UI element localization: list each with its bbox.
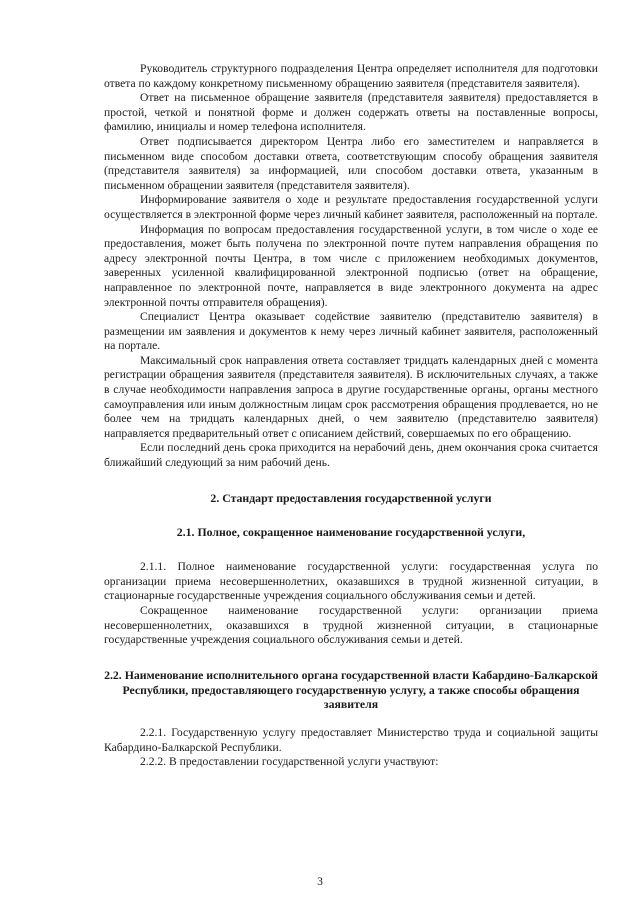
paragraph: Ответ на письменное обращение заявителя (представителя заявителя) предоставляется в простой, четкой и понятной форме и должен содержать ответы на поставленные вопросы, фамилию, инициалы и номер телефона исполнителя.	[104, 91, 598, 134]
paragraph: Сокращенное наименование государственной услуги: организации приема несовершеннолетних, оказавшихся в трудной жизненной ситуации, в стационарные государственные учреждения социального обслуживания семьи и детей.	[104, 604, 598, 647]
paragraph: Ответ подписывается директором Центра либо его заместителем и направляется в письменном виде способом доставки ответа, соответствующим способу обращения заявителя (представителя заявителя) за информацией, или способом доставки ответа, указанным в письменном обращении заявителя (представителя заявителя).	[104, 134, 598, 192]
paragraph: Максимальный срок направления ответа составляет тридцать календарных дней с момента регистрации обращения заявителя (представителя заявителя). В исключительных случаях, а также в случае необходимости направления запроса в другие государственные органы, органы местного самоуправления или иным должностным лицам срок рассмотрения обращения продлевается, но не более чем на тридцать календарных дней, о чем заявителю (представителю заявителя) направляется предварительный ответ с описанием действий, совершаемых по его обращению.	[104, 353, 598, 440]
page-content	[104, 62, 598, 770]
paragraph: 2.1.1. Полное наименование государственной услуги: государственная услуга по организации приема несовершеннолетних, оказавшихся в трудной жизненной ситуации, в стационарные государственные учреждения социального обслуживания семьи и детей.	[104, 560, 598, 603]
page-number: 3	[317, 875, 323, 888]
paragraph: Информирование заявителя о ходе и результате предоставления государственной услуги осуществляется в электронной форме через личный кабинет заявителя, расположенный на портале.	[104, 193, 598, 221]
subsection-heading: 2.2. Наименование исполнительного органа государственной власти Кабардино-Балкарской Республики, предоставляющего государственную услугу, а также способы обращения заявителя	[104, 667, 598, 712]
paragraph: Специалист Центра оказывает содействие заявителю (представителю заявителя) в размещении им заявления и документов к нему через личный кабинет заявителя, расположенный на портале.	[104, 310, 598, 353]
paragraph: 2.2.1. Государственную услугу предоставляет Министерство труда и социальной защиты Кабардино-Балкарской Республики.	[104, 726, 598, 754]
subsection-body	[104, 560, 598, 648]
subsection-body	[104, 726, 598, 770]
paragraph: Если последний день срока приходится на нерабочий день, днем окончания срока считается ближайший следующий за ним рабочий день.	[104, 441, 598, 470]
paragraph: Руководитель структурного подразделения Центра определяет исполнителя для подготовки ответа по каждому конкретному письменному обращению заявителя (представителя заявителя).	[104, 62, 598, 90]
section-heading: 2. Стандарт предоставления государственной услуги	[210, 490, 492, 505]
paragraph: Информация по вопросам предоставления государственной услуги, в том числе о ходе ее предоставления, может быть получена по электронной почте путем направления обращения по адресу электронной почты Центра, в том числе с приложением необходимых документов, заверенных усиленной квалифицированной электронной подписью (ответ на обращение, направленное по электронной почте, направляется в виде электронного документа на адрес электронной почты отправителя обращения).	[104, 222, 598, 309]
subsection-heading: 2.1. Полное, сокращенное наименование государственной услуги,	[176, 525, 526, 540]
paragraph: 2.2.2. В предоставлении государственной услуги участвуют:	[140, 755, 439, 769]
